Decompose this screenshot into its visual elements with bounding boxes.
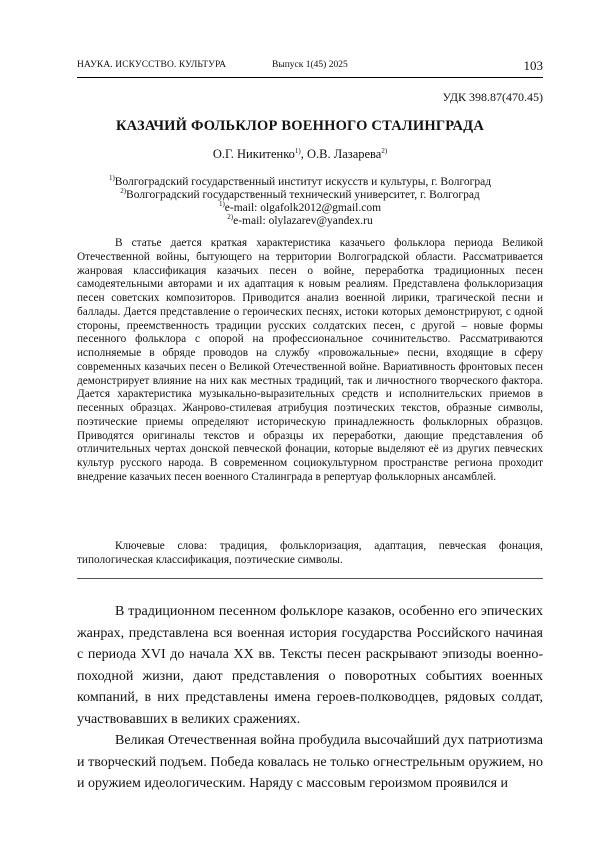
affiliation-1-mark: 1)	[109, 174, 115, 182]
email-1	[0, 202, 600, 215]
email-2-text: e-mail: olylazarev@yandex.ru	[233, 215, 373, 227]
author-1-mark: 1)	[295, 147, 301, 155]
affiliation-1-text: Волгоградский государственный институт искусств и культуры, г. Волгоград	[115, 176, 491, 188]
body-paragraph-2: Великая Отечественная война пробудила высочайший дух патриотизма и творческий подъем. Победа ковалась не только огнестрельным оружием, но и оружием идеологическим. Наряду с массовым героизмом проявился и	[77, 730, 543, 795]
email-1-mark: 1)	[219, 200, 225, 208]
journal-title: НАУКА. ИСКУССТВО. КУЛЬТУРА	[77, 60, 226, 70]
email-2	[0, 215, 600, 228]
affiliation-2-text: Волгоградский государственный технический университет, г. Волгоград	[126, 189, 480, 201]
email-2-mark: 2)	[227, 213, 233, 221]
article-title: КАЗАЧИЙ ФОЛЬКЛОР ВОЕННОГО СТАЛИНГРАДА	[0, 118, 600, 135]
affiliation-2	[0, 189, 600, 202]
issue-label: Выпуск 1(45) 2025	[272, 60, 348, 70]
header-divider	[77, 77, 543, 78]
section-divider	[77, 578, 543, 579]
body-paragraph-1: В традиционном песенном фольклоре казаков, особенно его эпических жанрах, представлена вся военная история государства Российского начиная с периода XVI до начала XX вв. Тексты песен раскрывают эпизоды военно-походной жизни, дают представления о поворотных событиях военных компаний, в них представлены имена героев-полководцев, рядовых солдат, участвовавших в великих сражениях.	[77, 601, 543, 730]
author-2: О.В. Лазарева	[307, 147, 381, 161]
abstract: В статье дается краткая характеристика казачьего фольклора периода Великой Отечественной войны, бытующего на территории Волгоградской области. Рассматривается жанровая классификация казачьих песен о войне, переработка традиционных песен самодеятельными авторами и их адаптация к новым реалиям. Представлена фольклоризация песен советских композиторов. Приводится анализ военной лирики, трагической песни и баллады. Дается представление о героических песнях, истоки которых демонстрируют, с одной стороны, преемственность традиции русских солдатских песен, с другой – новые формы песенного фольклора с опорой на профессиональное сочинительство. Рассматриваются исполняемые в обряде проводов на службу «провожальные» песни, входящие в сферу современных казачьих песен о Великой Отечественной войне. Вариативность фронтовых песен демонстрирует влияние на них как местных традиций, так и личностного творческого фактора. Дается характеристика музыкально-выразительных средств и исполнительских приемов в песенных образцах. Жанрово-стилевая атрибуция поэтических текстов, образные символы, поэтические приемы определяют историческую принадлежность фольклорных образцов. Приводятся оригиналы текстов и образцы их переработки, дающие представления об отличительных чертах донской певческой фонации, которые выделяют её из других певческих культур русского народа. В современном социокультурном пространстве региона проходит внедрение казачьих песен военного Сталинграда в репертуар фольклорных ансамблей.	[77, 237, 543, 485]
author-separator: ,	[301, 147, 307, 161]
page-number: 103	[524, 58, 544, 74]
authors-line	[0, 147, 600, 162]
affiliation-2-mark: 2)	[120, 187, 126, 195]
keywords: Ключевые слова: традиция, фольклоризация, адаптация, певческая фонация, типологическая классификация, поэтические символы.	[77, 539, 543, 567]
affiliation-1	[0, 176, 600, 189]
email-1-text: e-mail: olgafolk2012@gmail.com	[225, 202, 381, 214]
udc-code: УДК 398.87(470.45)	[443, 90, 543, 105]
author-2-mark: 2)	[381, 147, 387, 155]
author-1: О.Г. Никитенко	[213, 147, 295, 161]
